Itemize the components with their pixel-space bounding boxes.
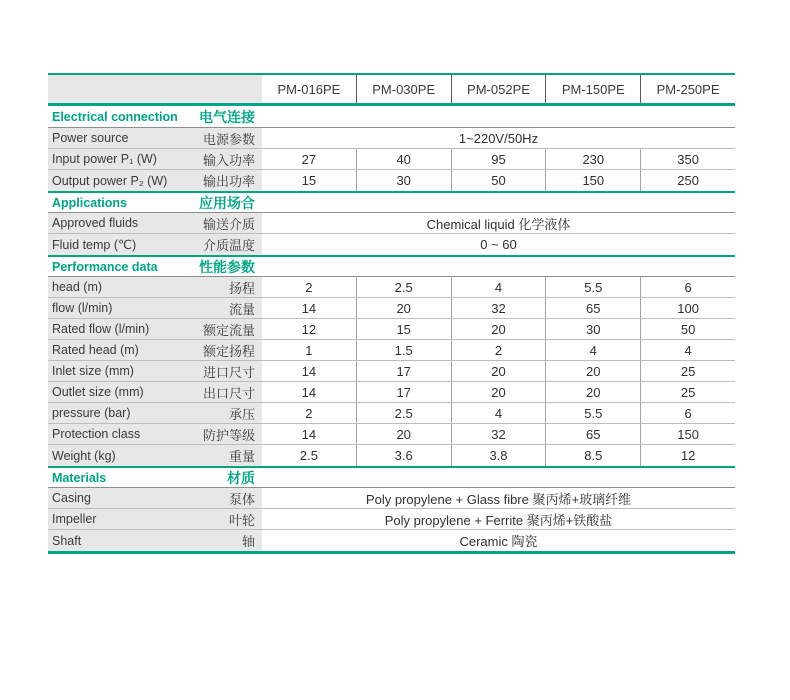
spec-row-label	[48, 234, 262, 255]
section-header-row-applications	[48, 191, 735, 213]
row-label-en: Inlet size (mm)	[52, 364, 134, 378]
spec-value: 14	[301, 363, 317, 379]
spec-value: 150	[545, 170, 640, 191]
spec-value: 20	[451, 361, 546, 381]
spec-row-label	[48, 340, 262, 360]
row-label-zh: 进口尺寸	[202, 364, 255, 380]
row-label-en: Approved fluids	[52, 216, 139, 230]
row-label-zh: 防护等级	[202, 427, 255, 443]
spec-value: 250	[640, 170, 735, 191]
row-label-zh: 叶轮	[228, 512, 255, 528]
spec-row	[48, 298, 735, 319]
spec-row-label	[48, 382, 262, 402]
row-label-zh: 扬程	[228, 280, 255, 296]
spec-value: 8.5	[545, 445, 640, 466]
row-label-en: Output power P₂ (W)	[52, 173, 168, 188]
spec-value: 5.5	[545, 277, 640, 297]
row-label-en: Impeller	[52, 512, 97, 526]
spec-row	[48, 488, 735, 509]
section-title	[48, 468, 262, 488]
spec-value: 14	[301, 426, 317, 442]
row-label-en: Shaft	[52, 533, 82, 548]
spec-value: 4	[545, 340, 640, 360]
spec-row	[48, 128, 735, 149]
spec-value: 20	[451, 382, 546, 402]
row-label-zh: 出口尺寸	[202, 385, 255, 401]
pump-spec-table	[48, 73, 735, 554]
spec-table-body	[48, 106, 735, 551]
spec-value: 15	[301, 173, 317, 188]
spec-value: 2.5	[356, 403, 451, 423]
spec-value: 4	[451, 403, 546, 423]
row-label-zh: 额定流量	[202, 322, 255, 338]
model-column-header: PM-250PE	[640, 75, 735, 103]
spec-row-label	[48, 298, 262, 318]
spec-value: 20	[545, 382, 640, 402]
section-title-zh: 应用场合	[199, 194, 255, 211]
row-label-en: Protection class	[52, 427, 141, 441]
spec-value: 1.5	[356, 340, 451, 360]
spec-value: 3.8	[451, 445, 546, 466]
spec-row	[48, 277, 735, 298]
row-label-en: Casing	[52, 491, 91, 505]
spec-value: 15	[356, 319, 451, 339]
section-header-row-electrical-connection	[48, 106, 735, 128]
spec-value: 65	[545, 424, 640, 444]
row-label-zh: 流量	[228, 301, 255, 317]
model-column-header: PM-052PE	[451, 75, 546, 103]
spec-value: 50	[640, 319, 735, 339]
row-label-en: pressure (bar)	[52, 406, 131, 420]
spec-value: 17	[356, 382, 451, 402]
spec-row-label	[48, 319, 262, 339]
row-label-zh: 额定扬程	[202, 343, 255, 359]
row-label-en: flow (l/min)	[52, 301, 113, 315]
spec-value: 6	[640, 277, 735, 297]
spec-value: 25	[640, 361, 735, 381]
spec-row-label	[48, 488, 262, 508]
row-label-zh: 输入功率	[202, 152, 255, 168]
model-column-header: PM-150PE	[545, 75, 640, 103]
section-title-en: Performance data	[52, 259, 158, 274]
spec-value: 4	[451, 277, 546, 297]
section-title	[48, 257, 262, 277]
row-label-zh: 重量	[228, 449, 255, 464]
spec-value: 50	[451, 170, 546, 191]
spec-value: 6	[640, 403, 735, 423]
spec-value: 30	[356, 170, 451, 191]
spec-value: 3.6	[356, 445, 451, 466]
spec-value: 2.5	[356, 277, 451, 297]
section-title	[48, 107, 262, 127]
row-label-zh: 电源参数	[202, 131, 255, 147]
spec-value: 20	[356, 298, 451, 318]
section-title	[48, 193, 262, 213]
spec-row-label	[48, 128, 262, 148]
row-label-en: Rated head (m)	[52, 343, 139, 357]
section-title-en: Applications	[52, 195, 128, 210]
spec-value: 2	[305, 279, 313, 295]
section-title-zh: 电气连接	[199, 108, 255, 125]
spec-row-label	[48, 213, 262, 233]
spec-value: 150	[640, 424, 735, 444]
spec-row	[48, 530, 735, 551]
spec-value: 230	[545, 149, 640, 169]
spec-value: 1	[305, 342, 313, 358]
spec-row	[48, 424, 735, 445]
model-column-header: PM-030PE	[356, 75, 451, 103]
model-column-header: PM-016PE	[277, 81, 341, 97]
spec-row	[48, 149, 735, 170]
spec-value: 25	[640, 382, 735, 402]
spec-value-spanning: 0 ~ 60	[480, 237, 517, 252]
spec-value: 20	[545, 361, 640, 381]
row-label-en: Weight (kg)	[52, 448, 116, 463]
spec-value: 14	[301, 300, 317, 316]
spec-value: 2	[451, 340, 546, 360]
spec-value: 32	[451, 298, 546, 318]
spec-value: 2.5	[299, 448, 318, 463]
spec-value: 40	[356, 149, 451, 169]
row-label-zh: 承压	[228, 406, 255, 422]
spec-value: 30	[545, 319, 640, 339]
section-title-zh: 材质	[227, 469, 255, 486]
spec-value-spanning: Poly propylene + Ferrite 聚丙烯+铁酸盐	[384, 512, 613, 528]
spec-value: 100	[640, 298, 735, 318]
spec-row	[48, 213, 735, 234]
spec-row-label	[48, 403, 262, 423]
spec-row	[48, 361, 735, 382]
row-label-en: Outlet size (mm)	[52, 385, 144, 399]
spec-value-spanning: Ceramic 陶瓷	[459, 534, 538, 549]
spec-value-spanning: 1~220V/50Hz	[458, 130, 539, 146]
spec-row-label	[48, 509, 262, 529]
spec-row	[48, 403, 735, 424]
spec-value: 12	[301, 321, 317, 337]
row-label-zh: 输出功率	[202, 174, 255, 189]
header-label-spacer	[48, 75, 262, 103]
row-label-en: Fluid temp (℃)	[52, 238, 137, 252]
section-header-row-performance-data	[48, 255, 735, 277]
row-label-zh: 轴	[241, 534, 255, 549]
spec-value: 20	[356, 424, 451, 444]
spec-value: 27	[301, 151, 317, 167]
row-label-zh: 介质温度	[202, 238, 255, 253]
spec-row-label	[48, 361, 262, 381]
section-header-row-materials	[48, 466, 735, 488]
spec-value: 5.5	[545, 403, 640, 423]
row-label-zh: 泵体	[228, 491, 255, 507]
spec-value: 2	[305, 405, 313, 421]
spec-row	[48, 234, 735, 255]
spec-row	[48, 340, 735, 361]
spec-value: 350	[640, 149, 735, 169]
spec-value: 17	[356, 361, 451, 381]
spec-value: 20	[451, 319, 546, 339]
spec-row-label	[48, 149, 262, 169]
spec-value: 65	[545, 298, 640, 318]
spec-value-spanning: Poly propylene + Glass fibre 聚丙烯+玻璃纤维	[365, 491, 632, 507]
spec-row	[48, 170, 735, 191]
spec-value-spanning: Chemical liquid 化学液体	[426, 216, 571, 232]
spec-row-label	[48, 277, 262, 297]
row-label-en: Rated flow (l/min)	[52, 322, 150, 336]
spec-value: 14	[301, 384, 317, 400]
spec-value: 95	[451, 149, 546, 169]
row-label-en: head (m)	[52, 280, 103, 294]
row-label-en: Input power P₁ (W)	[52, 152, 157, 166]
spec-value: 4	[640, 340, 735, 360]
spec-row	[48, 382, 735, 403]
section-title-en: Electrical connection	[52, 109, 178, 124]
spec-row	[48, 319, 735, 340]
row-label-en: Power source	[52, 131, 129, 145]
spec-row-label	[48, 170, 262, 191]
section-title-en: Materials	[52, 470, 107, 485]
spec-value: 12	[640, 445, 735, 466]
spec-row-label	[48, 424, 262, 444]
spec-row	[48, 445, 735, 466]
row-label-zh: 输送介质	[202, 216, 255, 232]
section-title-zh: 性能参数	[199, 258, 255, 275]
spec-row-label	[48, 530, 262, 551]
spec-value: 32	[451, 424, 546, 444]
spec-row	[48, 509, 735, 530]
spec-row-label	[48, 445, 262, 466]
model-header-row	[48, 75, 735, 106]
